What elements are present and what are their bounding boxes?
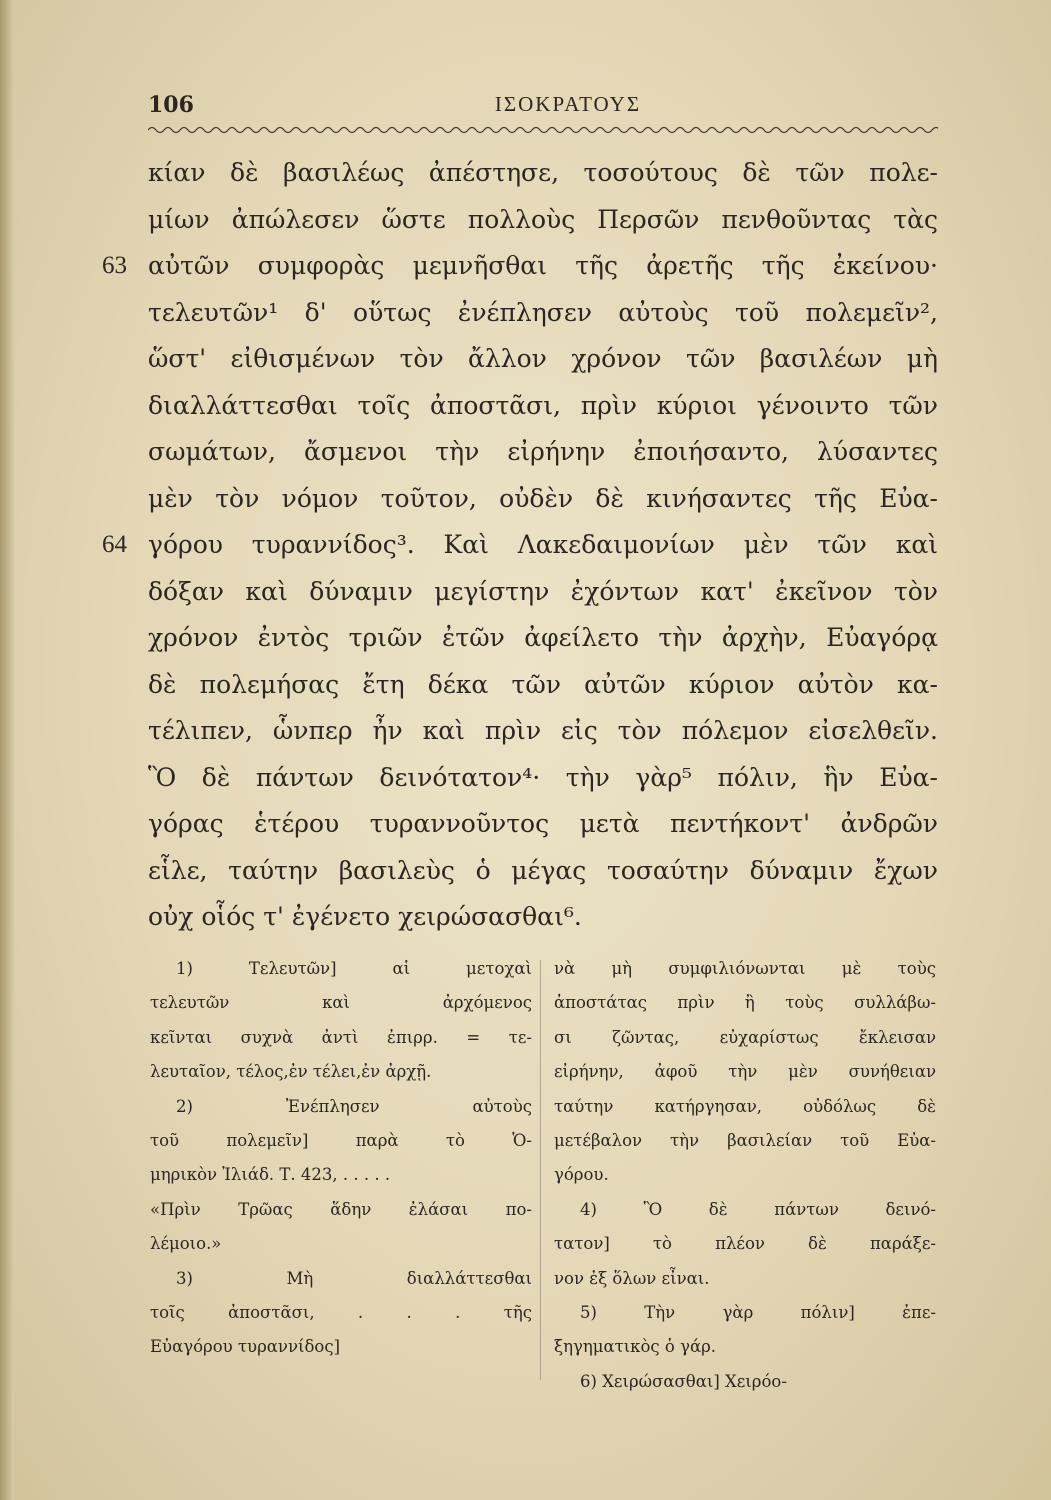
footnote-line: «Πρὶν Τρῶας ἅδην ἐλάσαι πο- xyxy=(150,1199,532,1219)
footnote-line: ξηγηματικὸς ὁ γάρ. xyxy=(554,1337,717,1357)
main-text xyxy=(102,150,938,941)
footnote-line: Εὐαγόρου τυραννίδος] xyxy=(150,1337,340,1357)
text-line-content: δὲ πολεμήσας ἔτη δέκα τῶν αὐτῶν κύριον αὐτὸν κα- xyxy=(148,669,938,699)
text-line-content: δόξαν καὶ δύναμιν μεγίστην ἐχόντων κατ' ἐκεῖνον τὸν xyxy=(148,576,938,606)
text-line-content: εἷλε, ταύτην βασιλεὺς ὁ μέγας τοσαύτην δύναμιν ἔχων xyxy=(148,855,938,885)
footnotes-right-column xyxy=(554,952,936,1399)
footnote-line: νὰ μὴ συμφιλιόνωνται μὲ τοὺς xyxy=(554,959,936,978)
footnote-line: 6) Χειρώσασθαι] Χειρόο- xyxy=(580,1371,787,1391)
text-line xyxy=(148,336,938,383)
text-line-content: γόρας ἑτέρου τυραννοῦντος μετὰ πεντήκοντ' ἀνδρῶν xyxy=(148,809,938,838)
footnote-line: ἀποστάτας πρὶν ἢ τοὺς συλλάβω- xyxy=(554,993,936,1013)
footnote-line: μετέβαλον τὴν βασιλείαν τοῦ Εὐα- xyxy=(554,1130,936,1150)
footnote-line: σι ζῶντας, εὐχαρίστως ἔκλεισαν xyxy=(554,1027,936,1047)
footnote-line: νον ἐξ ὅλων εἶναι. xyxy=(554,1268,710,1288)
text-line xyxy=(148,429,938,476)
text-line-content: οὐχ οἷός τ' ἐγένετο χειρώσασθαι⁶. xyxy=(148,902,582,931)
binding-edge xyxy=(0,0,14,1500)
footnote-line: λευταῖον, τέλος,ἐν τέλει,ἐν ἀρχῇ. xyxy=(150,1062,432,1082)
footnote-line: λέμοιο.» xyxy=(150,1234,222,1254)
footnote-line: τοῦ πολεμεῖν] παρὰ τὸ Ὁ- xyxy=(150,1130,532,1150)
footnote-line: κεῖνται συχνὰ ἀντὶ ἐπιρρ. = τε- xyxy=(150,1027,532,1047)
text-line xyxy=(148,708,938,755)
footnote-line: μηρικὸν Ἰλιάδ. Τ. 423, . . . . . xyxy=(150,1165,391,1185)
footnotes xyxy=(150,952,940,1392)
footnote-line: τελευτῶν καὶ ἀρχόμενος xyxy=(150,993,532,1013)
text-line xyxy=(102,522,938,569)
text-line-content: τελευτῶν¹ δ' οὕτως ἐνέπλησεν αὐτοὺς τοῦ πολεμεῖν², xyxy=(148,297,938,327)
text-line xyxy=(148,383,938,430)
section-number: 63 xyxy=(102,252,127,279)
text-line-content: μίων ἀπώλεσεν ὥστε πολλοὺς Περσῶν πενθοῦντας τὰς xyxy=(148,204,938,234)
footnote-line: τοῖς ἀποστᾶσι, . . . τῆς xyxy=(150,1302,532,1322)
footnotes-left-column xyxy=(150,952,532,1365)
footnote-line: εἰρήνην, ἀφοῦ τὴν μὲν συνήθειαν xyxy=(554,1062,936,1082)
footnote-line: 4) Ὃ δὲ πάντων δεινό- xyxy=(580,1199,936,1219)
text-line xyxy=(102,243,938,290)
text-line-content: διαλλάττεσθαι τοῖς ἀποστᾶσι, πρὶν κύριοι γένοιντο τῶν xyxy=(148,390,938,420)
text-line-content: κίαν δὲ βασιλέως ἀπέστησε, τοσούτους δὲ τῶν πολε- xyxy=(148,158,938,187)
text-line-content: ὥστ' εἰθισμένων τὸν ἄλλον χρόνον τῶν βασιλέων μὴ xyxy=(148,344,938,373)
text-line-content: γόρου τυραννίδος³. Καὶ Λακεδαιμονίων μὲν τῶν καὶ xyxy=(148,530,938,559)
text-line xyxy=(148,894,938,941)
footnote-line: 2) Ἐνέπλησεν αὐτοὺς xyxy=(176,1096,532,1116)
text-line-content: τέλιπεν, ὧνπερ ἦν καὶ πρὶν εἰς τὸν πόλεμον εἰσελθεῖν. xyxy=(148,716,938,745)
running-title: ΙΣΟΚΡΑΤΟΥΣ xyxy=(494,92,642,116)
wavy-rule xyxy=(148,124,938,136)
text-line xyxy=(148,569,938,616)
text-line-content: σωμάτων, ἄσμενοι τὴν εἰρήνην ἐποιήσαντο, λύσαντες xyxy=(148,437,938,466)
footnote-line: ταύτην κατήργησαν, οὐδόλως δὲ xyxy=(554,1096,936,1116)
text-line xyxy=(148,290,938,337)
footnote-line: 1) Τελευτῶν] αἱ μετοχαὶ xyxy=(176,959,532,978)
text-line xyxy=(148,662,938,709)
text-line-content: μὲν τὸν νόμον τοῦτον, οὐδὲν δὲ κινήσαντες τῆς Εὐα- xyxy=(148,483,938,513)
text-line-content: αὐτῶν συμφορὰς μεμνῆσθαι τῆς ἀρετῆς τῆς ἐκείνου· xyxy=(148,251,938,280)
column-divider xyxy=(540,960,541,1380)
page-header xyxy=(148,88,938,128)
footnote-line: 5) Τὴν γὰρ πόλιν] ἐπε- xyxy=(580,1302,936,1322)
footnote-line: τατον] τὸ πλέον δὲ παράξε- xyxy=(554,1234,936,1254)
text-line xyxy=(148,801,938,848)
text-line xyxy=(148,476,938,523)
text-line xyxy=(148,615,938,662)
footnote-line: 3) Μὴ διαλλάττεσθαι xyxy=(176,1268,532,1288)
text-line xyxy=(148,755,938,802)
section-number: 64 xyxy=(102,531,127,558)
text-line xyxy=(148,197,938,244)
footnote-line: γόρου. xyxy=(554,1165,609,1185)
text-line xyxy=(148,150,938,197)
text-line-content: Ὃ δὲ πάντων δεινότατον⁴· τὴν γὰρ⁵ πόλιν, ἣν Εὐα- xyxy=(148,762,938,792)
text-line-content: χρόνον ἐντὸς τριῶν ἐτῶν ἀφείλετο τὴν ἀρχὴν, Εὐαγόρᾳ xyxy=(148,623,938,652)
text-line xyxy=(148,848,938,895)
page-number: 106 xyxy=(148,92,194,118)
